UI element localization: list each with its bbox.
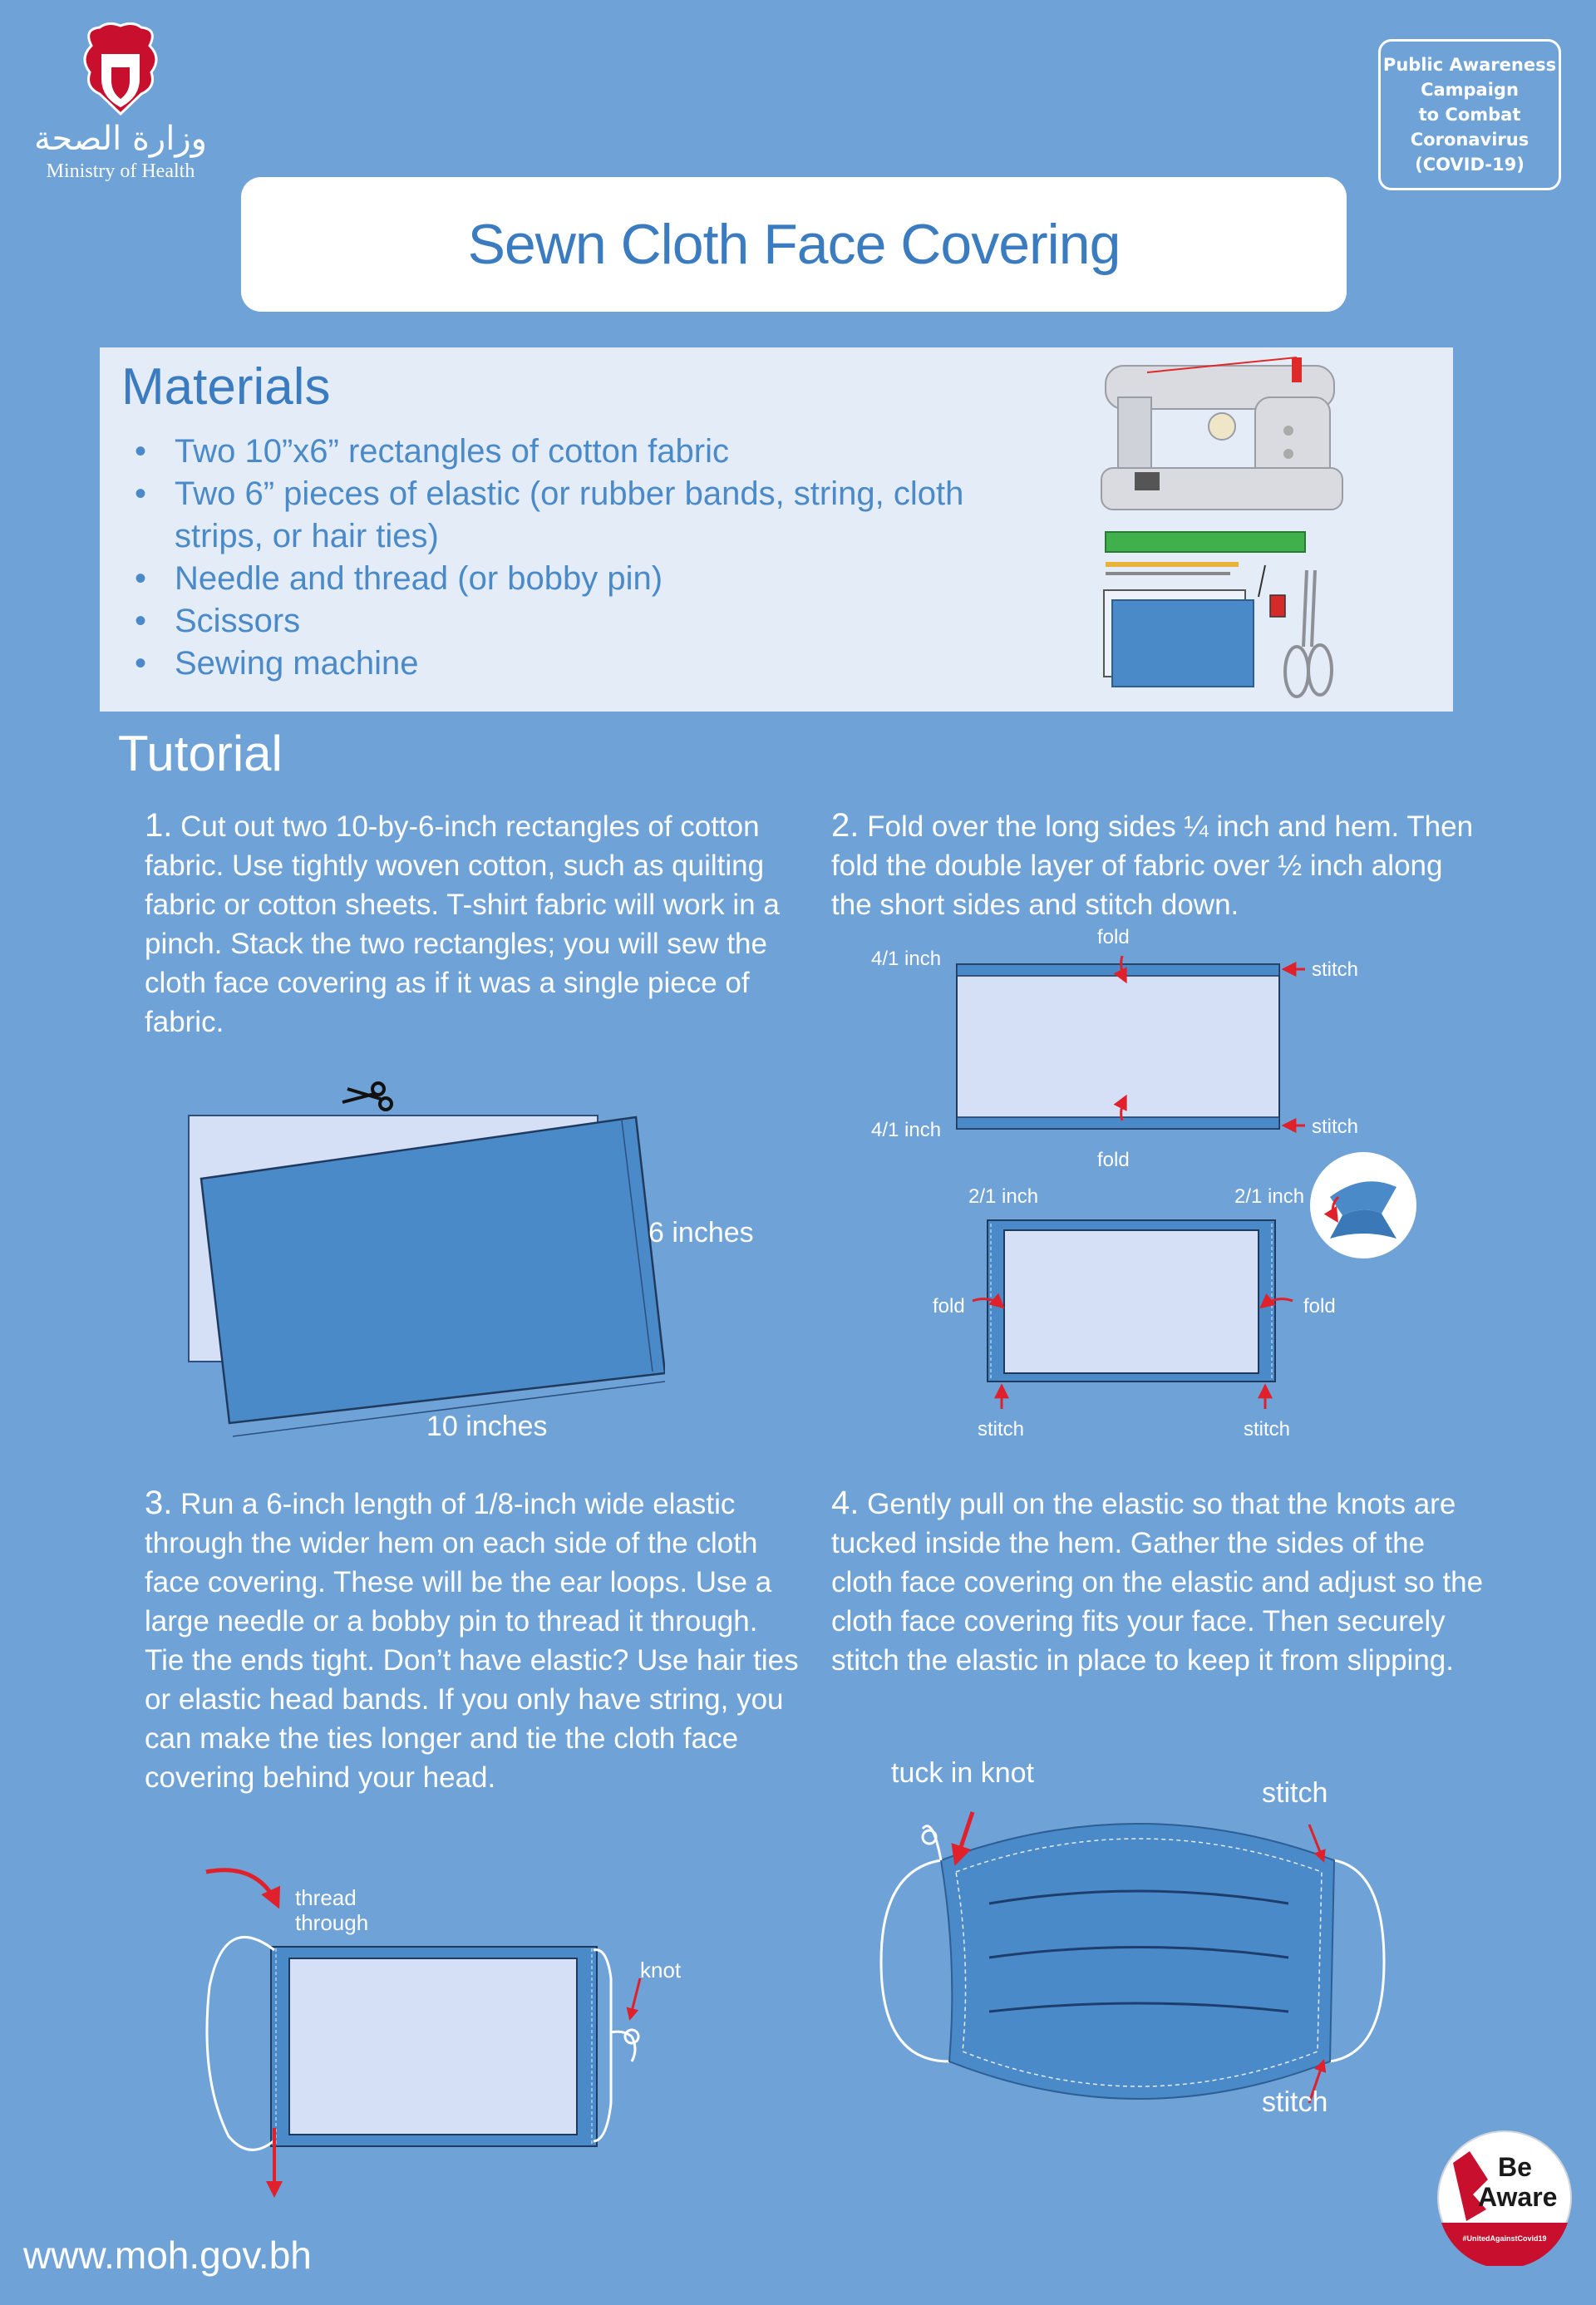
step-text: Run a 6-inch length of 1/8-inch wide elastic through the wider hem on each side of the cloth face covering. These will be the ear loops. Use a large needle or a bobby pin to thread it through. Tie the ends tight. Don’t have elastic? Use hair ties or elastic head bands. If you only have string, you can make the ties longer and tie the cloth face covering behind your head. bbox=[145, 1488, 799, 1794]
label-fold-left: fold bbox=[933, 1295, 965, 1317]
label-quarter-inch-bottom: 4/1 inch bbox=[871, 1119, 942, 1141]
materials-heading: Materials bbox=[121, 358, 331, 416]
label-quarter-inch-top: 4/1 inch bbox=[871, 948, 942, 970]
list-item: • Needle and thread (or bobby pin) bbox=[135, 560, 663, 597]
list-item: • Scissors bbox=[135, 603, 301, 639]
step-number: 1. bbox=[145, 807, 173, 844]
label-tuck-in-knot: tuck in knot bbox=[891, 1757, 1034, 1789]
label-stitch-bottom: stitch bbox=[1262, 2086, 1328, 2118]
ruler-icon bbox=[1106, 532, 1305, 552]
label-stitch-bottom: stitch bbox=[1312, 1116, 1359, 1138]
label-height: 6 inches bbox=[648, 1217, 754, 1249]
label-stitch-left: stitch bbox=[978, 1418, 1025, 1441]
step-1-diagram bbox=[166, 1072, 665, 1438]
thread-spool-icon bbox=[1270, 595, 1285, 617]
be-aware-badge bbox=[1436, 2130, 1573, 2266]
step-2 bbox=[831, 806, 1488, 924]
ministry-logo bbox=[33, 21, 208, 204]
label-half-inch-right: 2/1 inch bbox=[1234, 1185, 1305, 1208]
label-fold-bottom: fold bbox=[1097, 1149, 1130, 1171]
step-3 bbox=[145, 1484, 801, 1797]
materials-panel bbox=[100, 347, 1453, 712]
step-1 bbox=[145, 806, 793, 1042]
step-text: Cut out two 10-by-6-inch rectangles of cotton fabric. Use tightly woven cotton, such as quilting fabric or cotton sheets. T-shirt fabric will work in a pinch. Stack the two rectangles; you will sew the cloth face covering as if it was a single piece of fabric. bbox=[145, 810, 780, 1038]
step-text: Gently pull on the elastic so that the knots are tucked inside the hem. Gather the sides of the cloth face covering on the elastic and adjust so the cloth face covering fits your face. Then securely stitch the elastic in place to keep it from slipping. bbox=[831, 1488, 1484, 1677]
label-thread-line2: through bbox=[295, 1910, 369, 1935]
materials-illustration bbox=[1089, 347, 1446, 712]
step-2-diagram bbox=[864, 923, 1430, 1446]
badge-hashtag: #UnitedAgainstCovid19 bbox=[1462, 2234, 1547, 2243]
label-fold-right: fold bbox=[1303, 1295, 1336, 1317]
fold-detail-icon bbox=[1310, 1152, 1416, 1258]
coat-of-arms-icon bbox=[75, 21, 166, 119]
needle-icon bbox=[1259, 565, 1265, 597]
step-number: 2. bbox=[831, 807, 860, 844]
label-half-inch-left: 2/1 inch bbox=[968, 1185, 1039, 1208]
pencil-icon bbox=[1106, 562, 1239, 567]
label-knot: knot bbox=[640, 1958, 682, 1982]
step-4 bbox=[831, 1484, 1488, 1680]
mask-body-icon bbox=[941, 1824, 1334, 2099]
fabric-dark-icon bbox=[1112, 600, 1254, 687]
website-url[interactable]: www.moh.gov.bh bbox=[23, 2234, 312, 2277]
ministry-name-arabic: وزارة الصحة bbox=[34, 120, 207, 158]
label-stitch-top: stitch bbox=[1262, 1777, 1328, 1809]
label-stitch-right: stitch bbox=[1244, 1418, 1291, 1441]
campaign-box: Public Awareness Campaign to Combat Coronavirus (COVID-19) bbox=[1378, 39, 1561, 190]
list-item: • Two 10”x6” rectangles of cotton fabric bbox=[135, 433, 729, 470]
step-3-diagram bbox=[191, 1862, 657, 2203]
scissors-icon bbox=[1285, 570, 1332, 697]
step-number: 4. bbox=[831, 1485, 860, 1521]
scissors-icon bbox=[342, 1083, 392, 1110]
label-thread-line1: thread bbox=[295, 1885, 357, 1910]
label-fold-top: fold bbox=[1097, 926, 1130, 948]
badge-text-line2: Aware bbox=[1478, 2182, 1558, 2212]
step-4-diagram bbox=[873, 1795, 1413, 2145]
knot-icon bbox=[923, 1826, 941, 1860]
title-banner bbox=[241, 177, 1347, 312]
materials-list bbox=[121, 431, 1036, 685]
label-stitch-top: stitch bbox=[1312, 958, 1359, 981]
list-item: • Two 6” pieces of elastic (or rubber bands, string, cloth strips, or hair ties) bbox=[135, 475, 964, 554]
step-number: 3. bbox=[145, 1485, 173, 1521]
step-text: Fold over the long sides ¼ inch and hem. Then fold the double layer of fabric over ½ inch along the short sides and stitch down. bbox=[831, 810, 1474, 921]
label-width: 10 inches bbox=[426, 1411, 548, 1442]
sewing-machine-icon bbox=[1101, 357, 1342, 510]
tutorial-heading: Tutorial bbox=[118, 726, 283, 781]
badge-text-line1: Be bbox=[1498, 2152, 1532, 2182]
list-item: • Sewing machine bbox=[135, 645, 419, 682]
ministry-name-english: Ministry of Health bbox=[46, 160, 195, 182]
page-title: Sewn Cloth Face Covering bbox=[467, 213, 1121, 276]
knot-icon bbox=[611, 2030, 638, 2061]
